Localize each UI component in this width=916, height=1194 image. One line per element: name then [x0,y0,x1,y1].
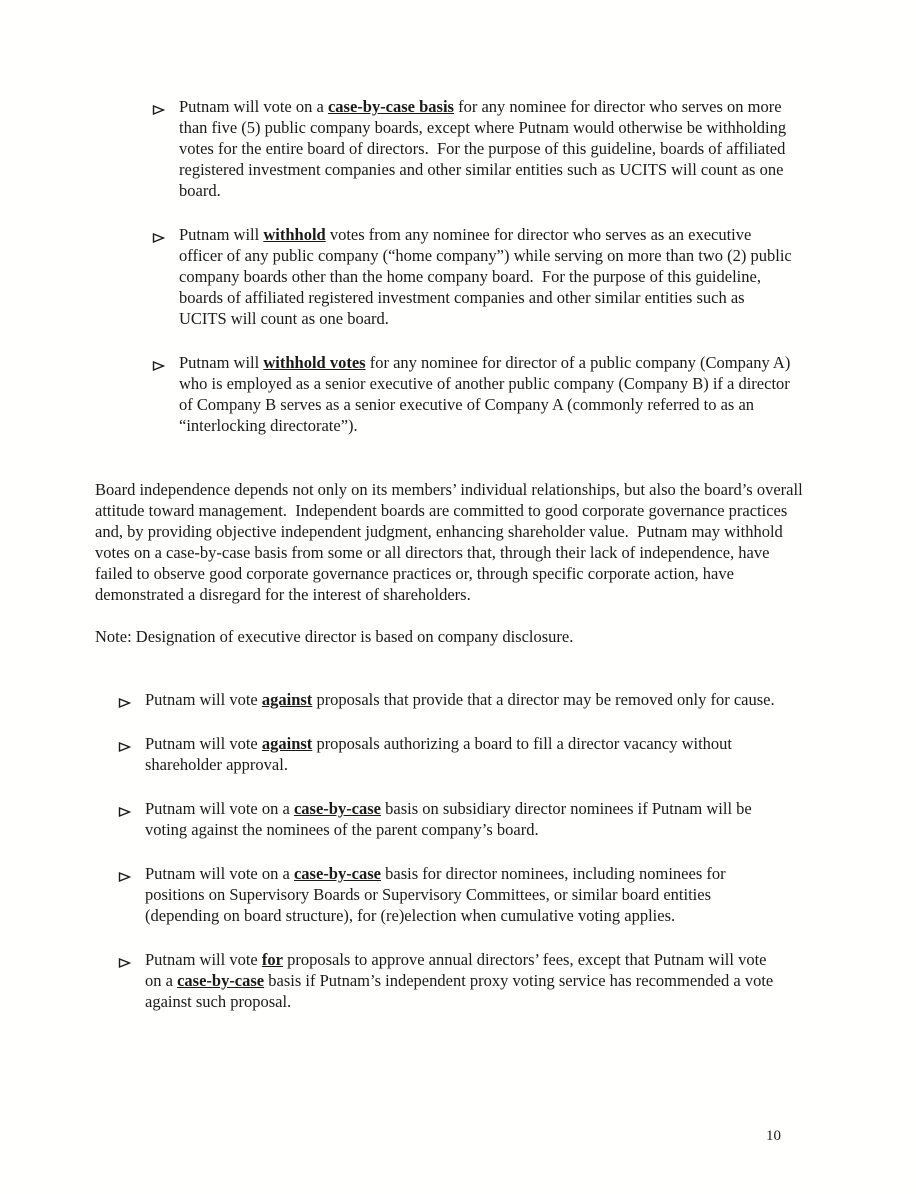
list-item-text: Putnam will vote against proposals authorizing a board to fill a director vacancy without shareholder approval. [145,734,737,774]
list-item-text: Putnam will vote on a case-by-case basis on subsidiary director nominees if Putnam will be voting against the nominees of the parent company’s board. [145,799,756,839]
arrow-bullet-icon [152,100,165,112]
page-number: 10 [766,1128,781,1144]
list-item [118,949,785,1012]
list-item-text: Putnam will withhold votes from any nominee for director who serves as an executive officer of any public company (“home company”) while serving on more than two (2) public company boards other than the home company board. For the purpose of this guideline, boards of affiliated registered investment companies and other similar entities such as UCITS will count as one board. [179,225,796,328]
guideline-list-bottom [118,689,785,1012]
arrow-bullet-icon [118,737,131,749]
list-item-text: Putnam will vote on a case-by-case basis for any nominee for director who serves on more than five (5) public company boards, except where Putnam would otherwise be withholding votes for the entire board of directors. For the purpose of this guideline, boards of affiliated registered investment companies and other similar entities such as UCITS will count as one board. [179,97,791,200]
list-item-text: Putnam will vote for proposals to approve annual directors’ fees, except that Putnam will vote on a case-by-case basis if Putnam’s independent proxy voting service has recommended a vote against such proposal. [145,950,778,1011]
arrow-bullet-icon [118,802,131,814]
list-item [118,863,785,926]
arrow-bullet-icon [118,867,131,879]
arrow-bullet-icon [152,356,165,368]
list-item-text: Putnam will vote on a case-by-case basis for director nominees, including nominees for positions on Supervisory Boards or Supervisory Committees, or similar board entities (depending on board structure), for (re)election when cumulative voting applies. [145,864,730,925]
list-item [152,224,796,329]
list-item [118,733,785,775]
note-text: Note: Designation of executive director is based on company disclosure. [95,627,574,646]
list-item-text: Putnam will withhold votes for any nominee for director of a public company (Company A) who is employed as a senior executive of another public company (Company B) if a director of Company B serves as a senior executive of Company A (commonly referred to as an “interlocking directorate”). [179,353,795,435]
arrow-bullet-icon [118,953,131,965]
list-item [152,96,792,201]
list-item [118,689,785,710]
list-item [152,352,795,436]
guideline-list-top [152,96,796,436]
list-item [118,798,785,840]
body-paragraph: Board independence depends not only on its members’ individual relationships, but also the board’s overall attitude toward management. Independent boards are committed to good corporate governance practices and, by providing objective independent judgment, enhancing shareholder value. Putnam may withhold votes on a case-by-case basis from some or all directors that, through their lack of independence, have failed to observe good corporate governance practices or, through specific corporate action, have demonstrated a disregard for the interest of shareholders. [95,480,807,604]
arrow-bullet-icon [118,693,131,705]
list-item-text: Putnam will vote against proposals that provide that a director may be removed only for cause. [145,690,775,709]
arrow-bullet-icon [152,228,165,240]
